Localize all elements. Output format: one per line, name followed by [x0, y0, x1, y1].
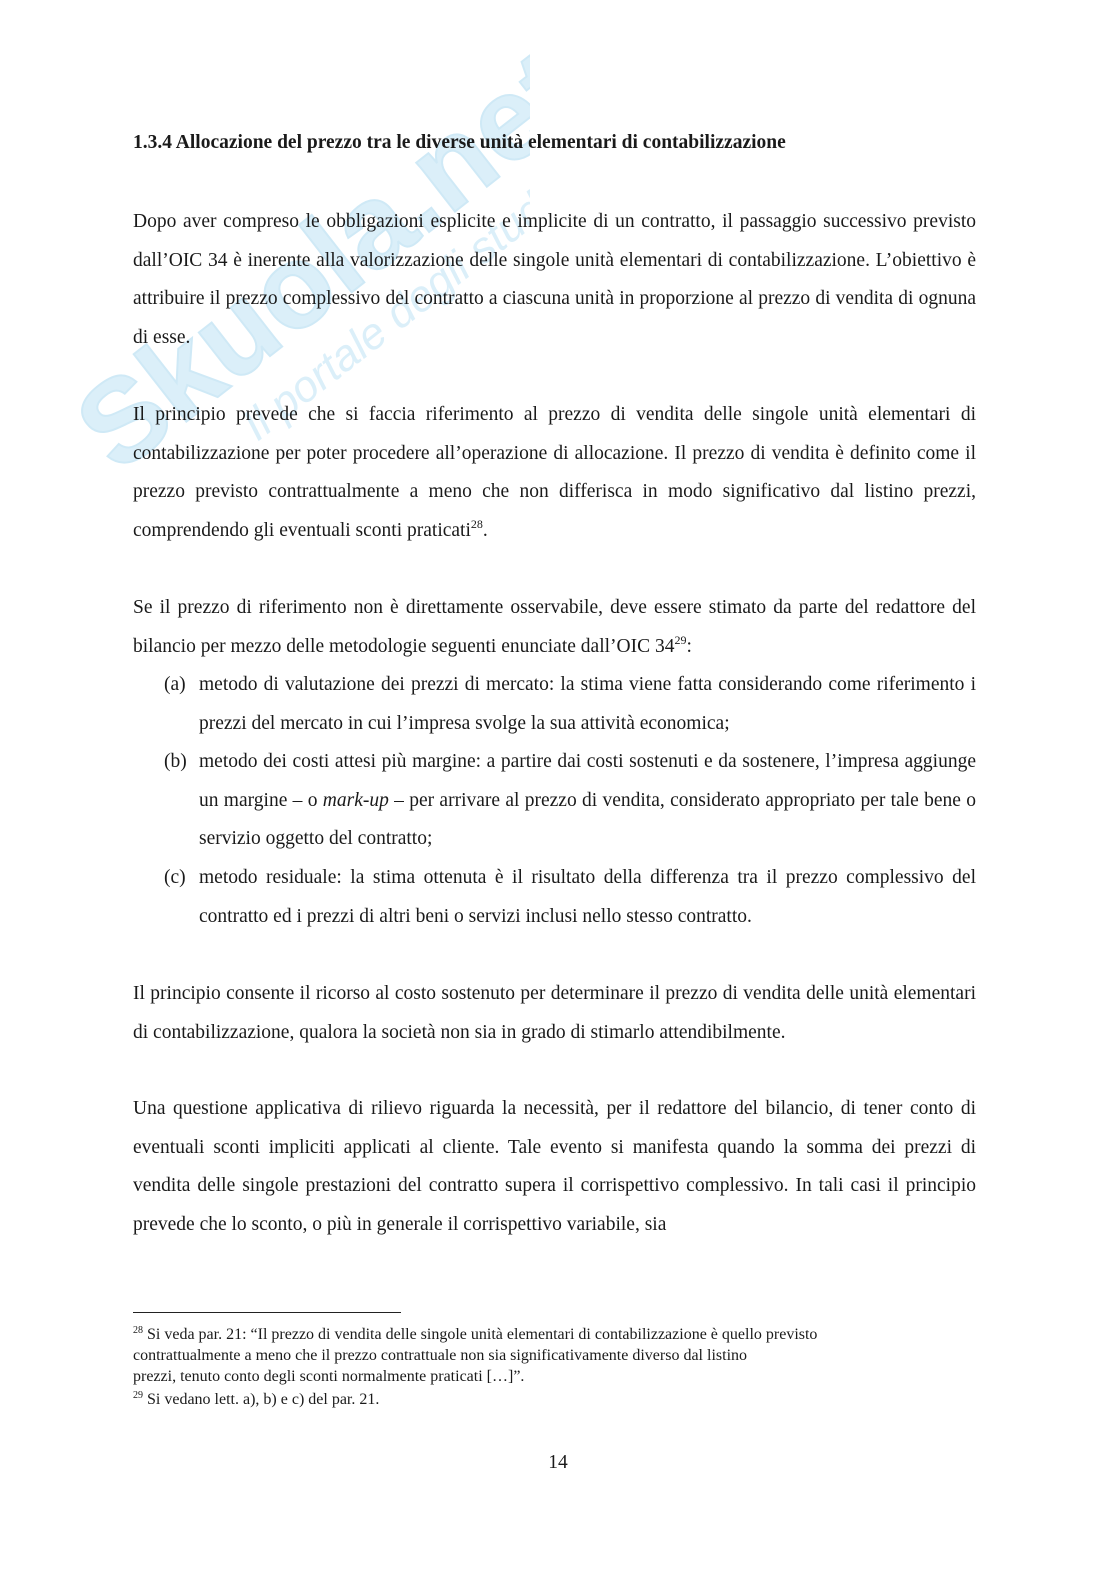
paragraph-2 — [133, 396, 976, 550]
footnote-number: 29 — [133, 1390, 143, 1401]
paragraph-3-end: : — [686, 635, 692, 657]
paragraph-3 — [133, 589, 976, 666]
list-item-text: metodo di valutazione dei prezzi di mercato: la stima viene fatta considerando come riferimento i prezzi del mercato in cui l’impresa svolge la sua attività economica; — [199, 674, 976, 734]
mark-up-term: mark-up — [322, 789, 389, 811]
footnote-ref-28[interactable]: 28 — [470, 516, 483, 531]
list-item-label: (a) — [164, 674, 186, 695]
list-item — [164, 743, 976, 859]
footnote-29 — [133, 1389, 976, 1410]
list-item-label: (b) — [164, 751, 187, 773]
list-item-text: metodo residuale: la stima ottenuta è il risultato della differenza tra il prezzo complessivo del contratto ed i prezzi di altri beni o servizi inclusi nello stesso contratto. — [199, 866, 976, 927]
footnote-28 — [133, 1324, 976, 1387]
paragraph-3-text: Se il prezzo di riferimento non è direttamente osservabile, deve essere stimato da parte del redattore del bilancio per mezzo delle metodologie seguenti enunciate dall’OIC 34 — [133, 597, 976, 657]
paragraph-2-text: Il principio prevede che si faccia riferimento al prezzo di vendita delle singole unità elementari di contabilizzazione per poter procedere all’operazione di allocazione. Il prezzo di vendita è definito come il prezzo previsto contrattualmente a meno che non differisca in modo significativo dal listino prezzi, comprendendo gli eventuali sconti praticati — [133, 404, 976, 541]
method-list — [164, 666, 976, 936]
footnote-separator — [133, 1312, 401, 1313]
paragraph-5: Una questione applicativa di rilievo riguarda la necessità, per il redattore del bilancio, di tener conto di eventuali sconti impliciti applicati al cliente. Tale evento si manifesta quando la somma dei prezzi di vendita delle singole prestazioni del contratto supera il corrispettivo complessivo. In tali casi il principio prevede che lo sconto, o più in generale il corrispettivo variabile, sia — [133, 1098, 976, 1235]
list-item — [164, 666, 976, 743]
paragraph-4: Il principio consente il ricorso al costo sostenuto per determinare il prezzo di vendita delle unità elementari di contabilizzazione, qualora la società non sia in grado di stimarlo attendibilmente. — [133, 983, 976, 1043]
list-item-label: (c) — [164, 866, 186, 888]
list-item-text-before: metodo dei costi attesi più margine: a partire dai costi sostenuti e da sostenere, l’impresa aggiunge un margine – o — [199, 751, 976, 811]
list-item-text-after: – per arrivare al prezzo di vendita, considerato appropriato per tale bene o servizio oggetto del contratto; — [199, 789, 976, 850]
footnote-line-2: contrattualmente a meno che il prezzo contrattuale non sia significativamente diverso dal listino — [133, 1347, 748, 1364]
paragraph-1: Dopo aver compreso le obbligazioni esplicite e implicite di un contratto, il passaggio successivo previsto dall’OIC 34 è inerente alla valorizzazione delle singole unità elementari di contabilizzazione. L’obiettivo è attribuire il prezzo complessivo del contratto a ciascuna unità in proporzione al prezzo di vendita di ognuna di esse. — [133, 211, 976, 348]
list-item-text — [199, 751, 976, 849]
footnote-line-3: prezzi, tenuto conto degli sconti normalmente praticati […]”. — [133, 1368, 525, 1385]
watermark-brand: Skuola.net — [52, 40, 530, 496]
section-heading: 1.3.4 Allocazione del prezzo tra le diverse unità elementari di contabilizzazione — [133, 132, 786, 153]
footnote-line-1: Si veda par. 21: “Il prezzo di vendita delle singole unità elementari di contabilizzazione è quello previsto — [143, 1326, 818, 1343]
footnote-line-1: Si vedano lett. a), b) e c) del par. 21. — [143, 1391, 380, 1408]
watermark-tagline: Il portale degli studenti — [233, 140, 530, 451]
page-number: 14 — [548, 1452, 568, 1473]
footnote-ref-29[interactable]: 29 — [674, 632, 687, 647]
footnote-number: 28 — [133, 1325, 143, 1336]
paragraph-2-end: . — [482, 519, 488, 541]
list-item — [164, 859, 976, 936]
